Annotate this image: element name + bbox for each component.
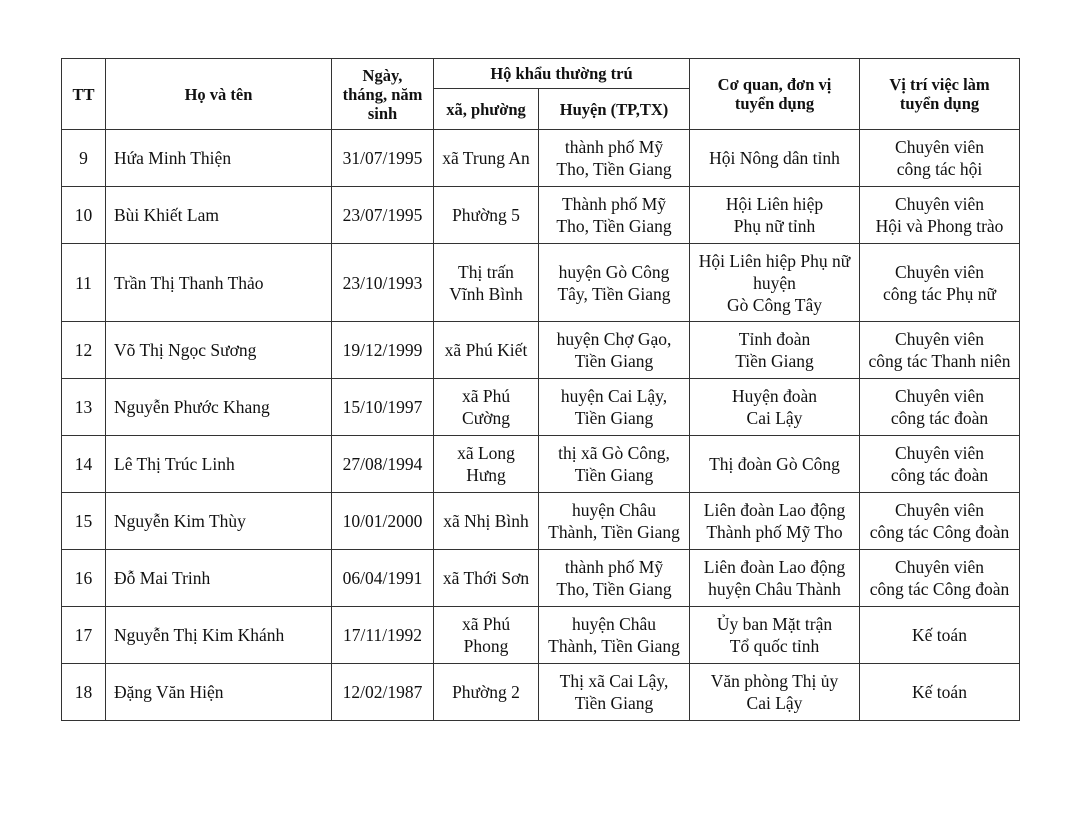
cell-agency-line: Hội Liên hiệp	[725, 194, 824, 214]
cell-ward-line: Vĩnh Bình	[449, 283, 523, 304]
cell-ward-line: xã Long	[457, 443, 515, 463]
table-row	[62, 550, 1020, 607]
table-row	[62, 130, 1020, 187]
cell-position-line: Kế toán	[912, 625, 967, 645]
cell-district-line: Tiền Giang	[574, 465, 654, 485]
cell-ward	[434, 664, 539, 721]
header-agency-line: Cơ quan, đơn vị	[717, 75, 832, 94]
cell-agency	[690, 379, 860, 436]
cell-position-line: công tác Công đoàn	[869, 579, 1010, 599]
cell-district	[539, 550, 690, 607]
cell-agency-line: Phụ nữ tỉnh	[733, 216, 816, 236]
cell-position	[860, 130, 1020, 187]
cell-ward-line: Phong	[463, 636, 509, 656]
cell-district-line: Tiền Giang	[574, 408, 654, 428]
cell-position	[860, 379, 1020, 436]
cell-district-line: Tho, Tiền Giang	[556, 216, 672, 236]
cell-name: Lê Thị Trúc Linh	[106, 436, 332, 493]
cell-position-line: công tác Công đoàn	[869, 522, 1010, 542]
cell-position-line: Chuyên viên	[895, 194, 984, 214]
cell-agency-line: Tổ quốc tỉnh	[729, 636, 820, 656]
header-agency-line: tuyển dụng	[734, 94, 815, 113]
cell-position-line: Chuyên viên	[895, 261, 984, 282]
cell-district	[539, 187, 690, 244]
cell-district-line: huyện Châu	[571, 614, 657, 634]
cell-position	[860, 244, 1020, 322]
cell-ward-line: xã Phú Kiết	[444, 340, 528, 360]
header-district: Huyện (TP,TX)	[539, 89, 690, 130]
table-row	[62, 244, 1020, 322]
cell-agency-line: Huyện đoàn	[731, 386, 818, 406]
cell-name: Hứa Minh Thiện	[106, 130, 332, 187]
cell-tt: 11	[62, 244, 106, 322]
header-tt: TT	[62, 59, 106, 130]
cell-agency	[690, 607, 860, 664]
table-row	[62, 322, 1020, 379]
cell-district-line: Tho, Tiền Giang	[556, 579, 672, 599]
cell-district-line: Tiền Giang	[574, 351, 654, 371]
table-header	[62, 59, 1020, 130]
cell-dob: 27/08/1994	[332, 436, 434, 493]
cell-tt: 10	[62, 187, 106, 244]
cell-district-line: Tiền Giang	[574, 693, 654, 713]
cell-tt: 16	[62, 550, 106, 607]
cell-agency-line: Tiền Giang	[735, 351, 814, 371]
header-agency	[690, 59, 860, 130]
header-residence: Hộ khẩu thường trú	[434, 59, 690, 89]
cell-ward	[434, 379, 539, 436]
cell-dob: 17/11/1992	[332, 607, 434, 664]
cell-tt: 15	[62, 493, 106, 550]
cell-name: Bùi Khiết Lam	[106, 187, 332, 244]
cell-position	[860, 187, 1020, 244]
cell-name: Võ Thị Ngọc Sương	[106, 322, 332, 379]
cell-agency	[690, 493, 860, 550]
cell-ward-line: xã Thới Sơn	[442, 568, 530, 588]
cell-district	[539, 607, 690, 664]
cell-ward	[434, 187, 539, 244]
cell-agency-line: Gò Công Tây	[727, 294, 822, 315]
cell-agency-line: Thành phố Mỹ Tho	[706, 522, 843, 542]
cell-position	[860, 436, 1020, 493]
cell-dob: 12/02/1987	[332, 664, 434, 721]
cell-district	[539, 130, 690, 187]
cell-position-line: công tác hội	[896, 159, 983, 179]
cell-ward	[434, 244, 539, 322]
cell-district-line: Thành phố Mỹ	[561, 194, 667, 214]
cell-agency-line: huyện	[753, 272, 796, 293]
cell-agency	[690, 322, 860, 379]
cell-agency	[690, 550, 860, 607]
cell-agency	[690, 187, 860, 244]
cell-agency-line: Liên đoàn Lao động	[703, 557, 846, 577]
cell-agency	[690, 664, 860, 721]
cell-district-line: Thị xã Cai Lậy,	[559, 671, 669, 691]
cell-tt: 13	[62, 379, 106, 436]
cell-position-line: công tác Phụ nữ	[882, 283, 996, 304]
cell-district-line: huyện Chợ Gạo,	[556, 329, 672, 349]
cell-position-line: công tác Thanh niên	[868, 351, 1011, 371]
cell-agency-line: huyện Châu Thành	[708, 579, 841, 599]
cell-district-line: thành phố Mỹ	[564, 557, 664, 577]
cell-district	[539, 244, 690, 322]
cell-position-line: Chuyên viên	[895, 443, 984, 463]
cell-ward-line: xã Nhị Bình	[443, 511, 529, 531]
cell-district-line: huyện Châu	[571, 500, 657, 520]
cell-district-line: Tho, Tiền Giang	[556, 159, 672, 179]
cell-ward-line: Phường 2	[452, 682, 520, 702]
header-position	[860, 59, 1020, 130]
cell-ward-line: Thị trấn	[458, 261, 514, 282]
header-name: Họ và tên	[106, 59, 332, 130]
cell-district	[539, 436, 690, 493]
cell-ward	[434, 322, 539, 379]
header-dob-line: sinh	[367, 103, 398, 123]
cell-dob: 19/12/1999	[332, 322, 434, 379]
cell-district-line: Tây, Tiền Giang	[557, 283, 671, 304]
cell-ward	[434, 607, 539, 664]
cell-tt: 17	[62, 607, 106, 664]
cell-agency-line: Tỉnh đoàn	[738, 329, 811, 349]
cell-tt: 12	[62, 322, 106, 379]
cell-agency-line: Ủy ban Mặt trận	[716, 614, 833, 634]
cell-position-line: Kế toán	[912, 682, 967, 702]
table-row	[62, 187, 1020, 244]
table-body	[62, 130, 1020, 721]
header-dob	[332, 59, 434, 130]
cell-agency-line: Liên đoàn Lao động	[703, 500, 846, 520]
cell-district	[539, 664, 690, 721]
header-position-line: tuyển dụng	[899, 94, 980, 113]
cell-agency-line: Hội Nông dân tỉnh	[709, 148, 840, 168]
cell-position-line: Chuyên viên	[895, 329, 984, 349]
cell-position-line: công tác đoàn	[890, 408, 989, 428]
cell-dob: 31/07/1995	[332, 130, 434, 187]
cell-agency	[690, 436, 860, 493]
cell-name: Đặng Văn Hiện	[106, 664, 332, 721]
cell-position-line: Chuyên viên	[895, 386, 984, 406]
cell-district	[539, 493, 690, 550]
cell-position	[860, 550, 1020, 607]
cell-ward-line: xã Trung An	[442, 148, 530, 168]
cell-district	[539, 379, 690, 436]
cell-agency-line: Hội Liên hiệp Phụ nữ	[698, 250, 851, 271]
cell-dob: 06/04/1991	[332, 550, 434, 607]
cell-position-line: Chuyên viên	[895, 557, 984, 577]
table-row	[62, 493, 1020, 550]
cell-tt: 14	[62, 436, 106, 493]
personnel-table	[61, 58, 1020, 721]
header-ward: xã, phường	[434, 89, 539, 130]
cell-name: Trần Thị Thanh Thảo	[106, 244, 332, 322]
cell-ward	[434, 550, 539, 607]
cell-dob: 23/10/1993	[332, 244, 434, 322]
cell-district-line: thị xã Gò Công,	[558, 443, 670, 463]
cell-position	[860, 664, 1020, 721]
cell-tt: 18	[62, 664, 106, 721]
cell-agency-line: Thị đoàn Gò Công	[709, 454, 840, 474]
cell-agency-line: Cai Lậy	[746, 408, 803, 428]
cell-position-line: Chuyên viên	[895, 137, 984, 157]
header-dob-line: tháng, năm	[342, 84, 423, 104]
cell-district-line: Thành, Tiền Giang	[548, 636, 680, 656]
cell-district-line: Thành, Tiền Giang	[548, 522, 680, 542]
cell-name: Nguyễn Phước Khang	[106, 379, 332, 436]
cell-position	[860, 322, 1020, 379]
cell-agency	[690, 130, 860, 187]
cell-ward-line: xã Phú	[461, 614, 511, 634]
cell-position	[860, 607, 1020, 664]
cell-ward-line: Hưng	[466, 465, 506, 485]
cell-tt: 9	[62, 130, 106, 187]
cell-district-line: huyện Gò Công	[558, 261, 670, 282]
table-row	[62, 379, 1020, 436]
cell-position-line: Hội và Phong trào	[875, 216, 1004, 236]
header-position-line: Vị trí việc làm	[889, 75, 990, 94]
table-row	[62, 607, 1020, 664]
cell-dob: 10/01/2000	[332, 493, 434, 550]
cell-name: Nguyễn Kim Thùy	[106, 493, 332, 550]
cell-ward	[434, 130, 539, 187]
cell-ward-line: xã Phú	[461, 386, 511, 406]
cell-agency-line: Cai Lậy	[746, 693, 803, 713]
header-dob-line: Ngày,	[362, 65, 403, 85]
cell-district	[539, 322, 690, 379]
cell-ward	[434, 493, 539, 550]
cell-district-line: thành phố Mỹ	[564, 137, 664, 157]
cell-position	[860, 493, 1020, 550]
cell-agency-line: Văn phòng Thị ủy	[710, 671, 839, 691]
cell-dob: 23/07/1995	[332, 187, 434, 244]
cell-position-line: công tác đoàn	[890, 465, 989, 485]
cell-dob: 15/10/1997	[332, 379, 434, 436]
cell-name: Đỗ Mai Trinh	[106, 550, 332, 607]
table-row	[62, 664, 1020, 721]
cell-name: Nguyễn Thị Kim Khánh	[106, 607, 332, 664]
cell-ward	[434, 436, 539, 493]
table-row	[62, 436, 1020, 493]
cell-position-line: Chuyên viên	[895, 500, 984, 520]
cell-district-line: huyện Cai Lậy,	[560, 386, 668, 406]
cell-ward-line: Phường 5	[452, 205, 520, 225]
cell-agency	[690, 244, 860, 322]
cell-ward-line: Cường	[462, 408, 510, 428]
